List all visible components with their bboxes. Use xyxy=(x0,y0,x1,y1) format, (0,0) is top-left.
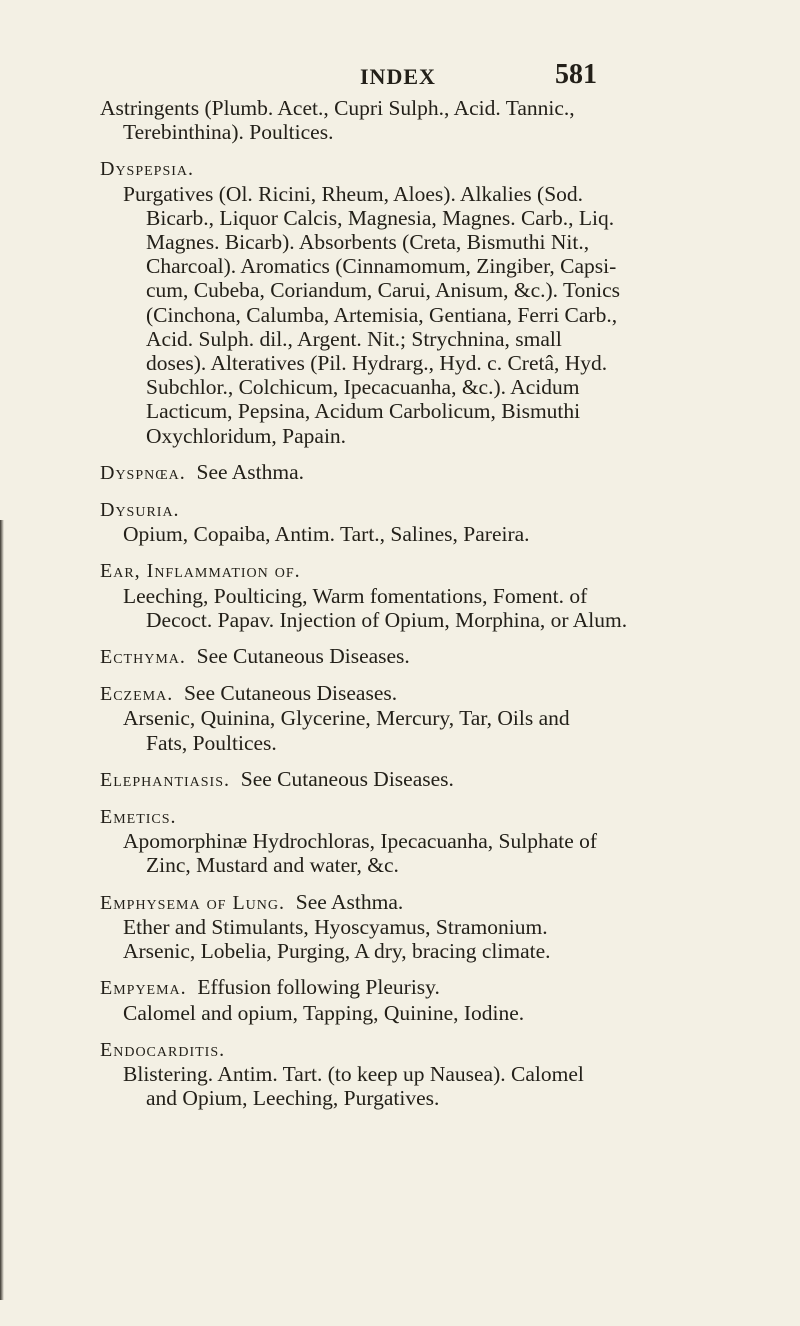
index-entry xyxy=(100,767,740,792)
entry-line: Zinc, Mustard and water, &c. xyxy=(146,853,399,878)
entry-heading-line xyxy=(100,890,740,915)
entry-heading-line xyxy=(100,497,740,522)
entry-heading-text: See Cutaneous Diseases. xyxy=(240,766,454,791)
entry-heading-line xyxy=(100,1037,740,1062)
entry-line: Magnes. Bicarb). Absorbents (Creta, Bismuthi Nit., xyxy=(146,230,590,255)
entry-line: Leeching, Poulticing, Warm fomentations, Foment. of xyxy=(123,583,588,608)
entry-line: Astringents (Plumb. Acet., Cupri Sulph., Acid. Tannic., xyxy=(100,96,575,120)
entry-line: Subchlor., Colchicum, Ipecacuanha, &c.). Acidum xyxy=(146,375,580,400)
entry-line: Purgatives (Ol. Ricini, Rheum, Aloes). Alkalies (Sod. xyxy=(123,181,584,206)
entry-heading-line xyxy=(100,681,740,706)
index-entry xyxy=(100,156,740,447)
entry-line: Bicarb., Liquor Calcis, Magnesia, Magnes. Carb., Liq. xyxy=(146,205,615,230)
entry-line: (Cinchona, Calumba, Artemisia, Gentiana, Ferri Carb., xyxy=(146,302,618,327)
entry-heading: Dysuria. xyxy=(100,499,180,522)
page-number: 581 xyxy=(555,59,597,90)
entry-line: Charcoal). Aromatics (Cinnamomum, Zingiber, Capsi- xyxy=(146,254,617,279)
entry-heading-text: See Cutaneous Diseases. xyxy=(183,681,398,706)
entry-line: Ether and Stimulants, Hyoscyamus, Stramonium. xyxy=(123,914,548,939)
entry-heading-text: See Asthma. xyxy=(196,459,305,484)
index-entry xyxy=(100,644,740,669)
entry-line: Arsenic, Quinina, Glycerine, Mercury, Tar, Oils and xyxy=(123,706,570,731)
entry-heading: Emphysema of Lung. xyxy=(100,891,286,914)
index-entry xyxy=(100,497,740,546)
entry-line: Opium, Copaiba, Antim. Tart., Salines, Pareira. xyxy=(123,522,530,547)
entry-heading-line xyxy=(100,558,740,583)
entry-heading: Elephantiasis. xyxy=(100,768,230,791)
index-entry xyxy=(100,96,740,144)
entry-heading: Endocarditis. xyxy=(100,1038,226,1061)
entry-heading-line xyxy=(100,767,740,792)
index-entry xyxy=(100,975,740,1024)
entry-heading: Eczema. xyxy=(100,683,174,706)
entry-heading: Emetics. xyxy=(100,806,177,829)
entry-heading-line xyxy=(100,156,740,181)
entry-heading-text: See Asthma. xyxy=(295,889,404,914)
entry-line: Lacticum, Pepsina, Acidum Carbolicum, Bismuthi xyxy=(146,399,581,424)
entry-heading-line xyxy=(100,644,740,669)
entry-heading-line xyxy=(100,975,740,1000)
entry-heading-text: Effusion following Pleurisy. xyxy=(197,975,440,1000)
entry-line: Blistering. Antim. Tart. (to keep up Nausea). Calomel xyxy=(123,1061,584,1086)
entry-heading-text: See Cutaneous Diseases. xyxy=(196,644,410,669)
entry-heading: Dyspepsia. xyxy=(100,158,195,181)
entry-line: Calomel and opium, Tapping, Quinine, Iodine. xyxy=(123,1000,525,1025)
entry-line: and Opium, Leeching, Purgatives. xyxy=(146,1086,440,1111)
entry-line: doses). Alteratives (Pil. Hydrarg., Hyd. c. Cretâ, Hyd. xyxy=(146,351,608,376)
entry-heading-line xyxy=(100,804,740,829)
entry-heading: Dyspnœa. xyxy=(100,461,186,484)
entry-line: Decoct. Papav. Injection of Opium, Morphina, or Alum. xyxy=(146,607,628,632)
entry-heading: Empyema. xyxy=(100,977,187,1000)
entry-heading: Ear, Inflammation of. xyxy=(100,560,301,583)
index-entry xyxy=(100,890,740,964)
entry-line: Terebinthina). Poultices. xyxy=(123,120,334,145)
entry-line: Arsenic, Lobelia, Purging, A dry, bracing climate. xyxy=(123,939,551,964)
entry-line: Fats, Poultices. xyxy=(146,730,277,755)
entry-heading: Ecthyma. xyxy=(100,646,186,669)
index-entry xyxy=(100,558,740,632)
index-entry xyxy=(100,681,740,755)
entry-line: Oxychloridum, Papain. xyxy=(146,423,347,448)
index-entry xyxy=(100,804,740,878)
index-entry xyxy=(100,460,740,485)
entry-line: Apomorphinæ Hydrochloras, Ipecacuanha, Sulphate of xyxy=(123,829,598,854)
running-head: INDEX xyxy=(360,64,436,89)
index-entry xyxy=(100,1037,740,1111)
entry-line: cum, Cubeba, Coriandum, Carui, Anisum, &c.). Tonics xyxy=(146,278,621,303)
entry-heading-line xyxy=(100,460,740,485)
entry-line: Acid. Sulph. dil., Argent. Nit.; Strychnina, small xyxy=(146,326,562,351)
index-entries xyxy=(100,96,740,1110)
page-edge-shadow xyxy=(0,520,4,1300)
